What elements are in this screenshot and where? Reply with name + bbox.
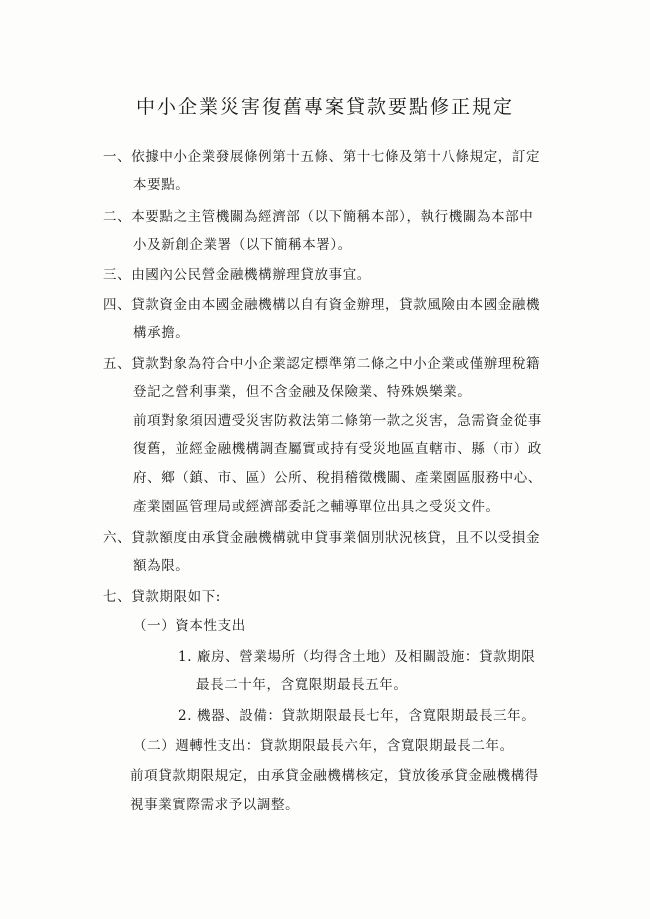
article-7-item-1-sub-2: 2. 機器、設備：貸款期限最長七年，含寬限期最長三年。 <box>178 708 536 724</box>
article-1-line-1: 一、依據中小企業發展條例第十五條、第十七條及第十八條規定，訂定 <box>103 149 541 165</box>
article-5-paragraph-2-line-4: 產業園區管理局或經濟部委託之輔導單位出具之受災文件。 <box>133 499 500 515</box>
article-3-line-1: 三、由國內公民營金融機構辦理貸放事宜。 <box>103 267 371 283</box>
article-7-item-1: （一）資本性支出 <box>133 618 246 634</box>
article-6-line-1: 六、貸款額度由承貸金融機構就申貸事業個別狀況核貸，且不以受損金 <box>103 530 541 546</box>
article-5-line-1: 五、貸款對象為符合中小企業認定標準第二條之中小企業或僅辦理稅籍 <box>103 356 541 372</box>
article-7-line-1: 七、貸款期限如下: <box>103 589 221 605</box>
article-4-line-2: 構承擔。 <box>133 325 190 341</box>
article-4-line-1: 四、貸款資金由本國金融機構以自有資金辦理，貸款風險由本國金融機 <box>103 297 541 313</box>
article-5-paragraph-2-line-3: 府、鄉（鎮、市、區）公所、稅捐稽徵機關、產業園區服務中心、 <box>133 470 542 486</box>
article-7-paragraph-2-line-1: 前項貸款期限規定，由承貸金融機構核定，貸放後承貸金融機構得 <box>130 768 539 784</box>
article-7-item-2: （二）週轉性支出：貸款期限最長六年，含寬限期最長二年。 <box>133 738 514 754</box>
article-1-line-2: 本要點。 <box>133 177 190 193</box>
article-7-item-1-sub-1-line-1: 1. 廠房、營業場所（均得含土地）及相關設施：貸款期限 <box>178 649 536 665</box>
article-6-line-2: 額為限。 <box>133 558 190 574</box>
article-5-line-2: 登記之營利事業，但不含金融及保險業、特殊娛樂業。 <box>133 384 472 400</box>
article-7-item-1-sub-1-line-2: 最長二十年，含寬限期最長五年。 <box>196 677 408 693</box>
article-2-line-1: 二、本要點之主管機關為經濟部（以下簡稱本部），執行機關為本部中 <box>103 209 534 225</box>
article-2-line-2: 小及新創企業署（以下簡稱本署）。 <box>133 237 352 253</box>
document-title: 中小企業災害復舊專案貸款要點修正規定 <box>135 96 514 118</box>
article-5-paragraph-2-line-1: 前項對象須因遭受災害防救法第二條第一款之災害，急需資金從事 <box>133 413 542 429</box>
article-7-paragraph-2-line-2: 視事業實際需求予以調整。 <box>130 797 300 813</box>
article-5-paragraph-2-line-2: 復舊，並經金融機構調查屬實或持有受災地區直轄市、縣（市）政 <box>133 441 542 457</box>
